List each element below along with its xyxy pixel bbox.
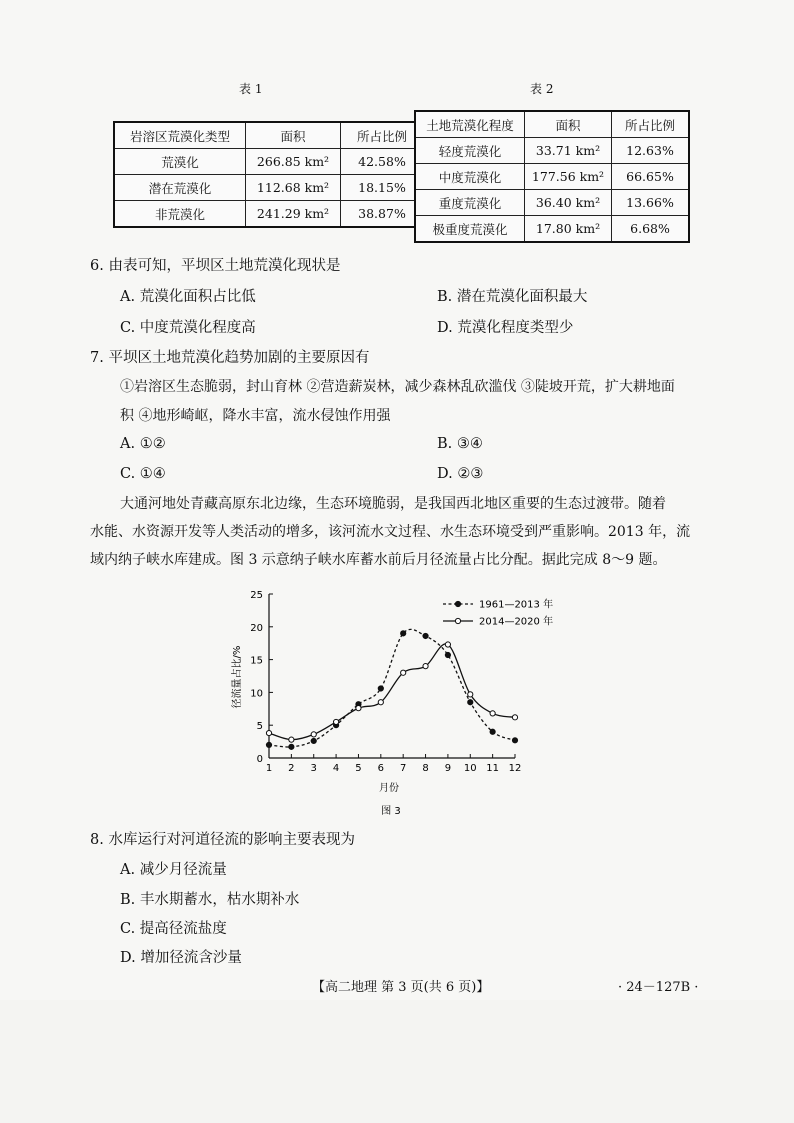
series-1-point <box>490 729 495 734</box>
table-row <box>415 164 689 190</box>
series-2-point <box>401 670 406 675</box>
y-tick-label: 20 <box>250 622 263 634</box>
page-footer-title: 【高二地理 第 3 页(共 6 页)】 <box>312 980 490 995</box>
table-cell: 重度荒漠化 <box>415 190 525 216</box>
question-6-option-a[interactable]: A. 荒漠化面积占比低 <box>120 289 256 305</box>
page-code: · 24－127B · <box>618 980 699 995</box>
x-tick-label: 4 <box>332 763 340 774</box>
table-cell: 轻度荒漠化 <box>415 138 525 164</box>
question-8-option-c[interactable]: C. 提高径流盐度 <box>120 921 227 937</box>
table2 <box>414 110 690 243</box>
chart-series <box>266 629 517 749</box>
question-8-option-b[interactable]: B. 丰水期蓄水，枯水期补水 <box>120 892 300 908</box>
table-cell: 17.80 km² <box>525 216 612 243</box>
table-header-row <box>114 122 424 149</box>
table-row <box>114 201 424 228</box>
x-tick-label: 6 <box>377 763 385 774</box>
table1-caption: 表 1 <box>239 82 263 96</box>
y-tick-label: 5 <box>256 721 263 733</box>
table-cell: 13.66% <box>612 190 690 216</box>
table-cell: 241.29 km² <box>246 201 341 228</box>
legend-marker-2 <box>455 618 460 623</box>
series-2-point <box>333 719 338 724</box>
table1 <box>113 121 425 228</box>
series-1-point <box>423 633 428 638</box>
y-tick-label: 15 <box>250 655 263 667</box>
chart-legend <box>443 598 553 628</box>
question-7-statements-line2: 积 ④地形崎岖，降水丰富，流水侵蚀作用强 <box>120 408 391 424</box>
table-row <box>114 149 424 175</box>
table-cell: 非荒漠化 <box>114 201 246 228</box>
question-7-option-c[interactable]: C. ①④ <box>120 466 166 482</box>
passage-line-1: 大通河地处青藏高原东北边缘，生态环境脆弱，是我国西北地区重要的生态过渡带。随着 <box>120 496 666 512</box>
table-header-cell: 面积 <box>525 111 612 138</box>
table-cell: 中度荒漠化 <box>415 164 525 190</box>
legend-label-2: 2014—2020 年 <box>479 616 554 628</box>
table-cell: 66.65% <box>612 164 690 190</box>
table-header-cell: 土地荒漠化程度 <box>415 111 525 138</box>
question-7-option-b[interactable]: B. ③④ <box>437 436 483 452</box>
table-cell: 极重度荒漠化 <box>415 216 525 243</box>
table-cell: 33.71 km² <box>525 138 612 164</box>
table-row <box>114 175 424 201</box>
series-2-point <box>311 732 316 737</box>
series-2-point <box>423 664 428 669</box>
table-cell: 36.40 km² <box>525 190 612 216</box>
question-7-stem: 7. 平坝区土地荒漠化趋势加剧的主要原因有 <box>90 350 370 366</box>
series-1-point <box>311 738 316 743</box>
question-7-option-d[interactable]: D. ②③ <box>437 466 484 482</box>
series-1-point <box>266 742 271 747</box>
table-header-cell: 岩溶区荒漠化类型 <box>114 122 246 149</box>
series-2-point <box>512 715 517 720</box>
question-8-option-d[interactable]: D. 增加径流含沙量 <box>120 950 242 966</box>
y-tick-label: 10 <box>250 688 263 700</box>
table-cell: 177.56 km² <box>525 164 612 190</box>
x-tick-label: 11 <box>486 763 500 774</box>
table-cell: 112.68 km² <box>246 175 341 201</box>
table-cell: 6.68% <box>612 216 690 243</box>
series-1-point <box>512 738 517 743</box>
question-8-option-a[interactable]: A. 减少月径流量 <box>120 862 227 878</box>
series-2-point <box>490 711 495 716</box>
table-row <box>415 190 689 216</box>
series-2-point <box>468 692 473 697</box>
x-tick-label: 7 <box>399 763 407 774</box>
series-2-point <box>356 706 361 711</box>
table-row <box>415 138 689 164</box>
series-1-point <box>468 700 473 705</box>
y-axis-label: 径流量占比/% <box>232 645 243 709</box>
question-6-option-b[interactable]: B. 潜在荒漠化面积最大 <box>437 289 588 305</box>
question-6-option-d[interactable]: D. 荒漠化程度类型少 <box>437 320 574 336</box>
question-6-stem: 6. 由表可知，平坝区土地荒漠化现状是 <box>90 258 341 274</box>
series-2-point <box>266 730 271 735</box>
passage-line-2: 水能、水资源开发等人类活动的增多，该河流水文过程、水生态环境受到严重影响。2013 年，流 <box>90 524 691 540</box>
series-2-point <box>378 700 383 705</box>
y-tick-label: 25 <box>250 590 263 601</box>
x-tick-label: 12 <box>508 763 522 774</box>
table-row <box>415 216 689 243</box>
x-tick-label: 5 <box>355 763 362 774</box>
y-tick-label: 0 <box>256 754 263 765</box>
x-tick-label: 1 <box>265 763 273 774</box>
question-6-option-c[interactable]: C. 中度荒漠化程度高 <box>120 320 256 336</box>
question-7-statements-line1: ①岩溶区生态脆弱，封山育林 ②营造薪炭林，减少森林乱砍滥伐 ③陡坡开荒，扩大耕地面 <box>120 379 675 395</box>
figure-caption: 图 3 <box>381 806 401 817</box>
series-2-point <box>289 737 294 742</box>
passage-line-3: 域内纳子峡水库建成。图 3 示意纳子峡水库蓄水前后月径流量占比分配。据此完成 8～9 题。 <box>90 552 667 568</box>
x-tick-label: 3 <box>310 763 317 774</box>
x-tick-label: 9 <box>444 763 452 774</box>
table-header-cell: 面积 <box>246 122 341 149</box>
table-cell: 266.85 km² <box>246 149 341 175</box>
series-2-point <box>445 642 450 647</box>
table-header-cell: 所占比例 <box>341 122 425 149</box>
legend-marker-1 <box>455 601 460 606</box>
table-cell: 12.63% <box>612 138 690 164</box>
table-cell: 38.87% <box>341 201 425 228</box>
series-1-point <box>445 652 450 657</box>
series-line-2 <box>269 644 515 740</box>
legend-label-1: 1961—2013 年 <box>479 599 554 611</box>
table-cell: 潜在荒漠化 <box>114 175 246 201</box>
table2-caption: 表 2 <box>530 82 554 96</box>
x-tick-label: 10 <box>463 763 477 774</box>
table-header-cell: 所占比例 <box>612 111 690 138</box>
table-header-row <box>415 111 689 138</box>
series-1-point <box>401 631 406 636</box>
x-axis-label: 月份 <box>379 783 399 794</box>
x-tick-label: 8 <box>422 763 429 774</box>
series-1-point <box>378 686 383 691</box>
question-7-option-a[interactable]: A. ①② <box>120 436 166 452</box>
table-cell: 42.58% <box>341 149 425 175</box>
runoff-line-chart <box>225 582 565 817</box>
table-cell: 荒漠化 <box>114 149 246 175</box>
table-cell: 18.15% <box>341 175 425 201</box>
x-tick-label: 2 <box>288 763 295 774</box>
question-8-stem: 8. 水库运行对河道径流的影响主要表现为 <box>90 832 355 848</box>
series-1-point <box>289 744 294 749</box>
